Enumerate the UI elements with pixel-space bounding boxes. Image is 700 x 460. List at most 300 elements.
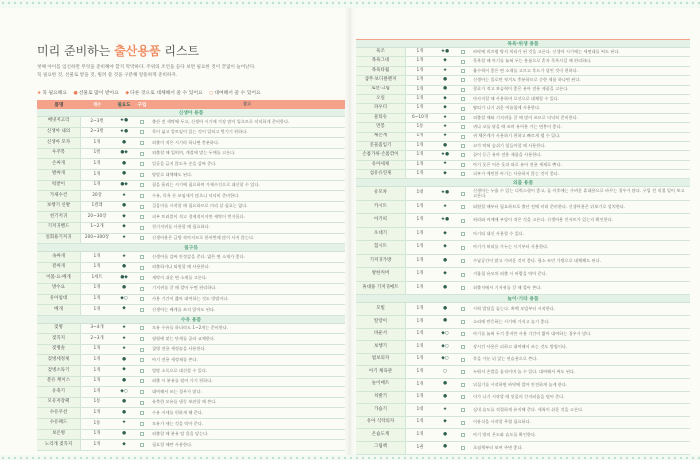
item-priority-marks: ● — [121, 378, 126, 384]
legend-item-rental — [209, 91, 260, 96]
circle-icon: ● — [73, 91, 78, 96]
item-count: 1개 — [416, 133, 424, 139]
item-count: 1통 — [93, 399, 101, 405]
item-tip: 목욕할 때 아기를 눕혀 두는 용품으로 혼자 목욕시킬 때 편리하다. — [473, 58, 592, 64]
item-name: 노리개 젖꼭지 — [37, 440, 81, 450]
checkbox-square-icon — [461, 107, 465, 111]
table-row — [356, 170, 690, 179]
purchase-check-cell — [456, 329, 470, 341]
legend-label: 꼭 필요해요 — [42, 91, 68, 96]
item-name: 수유패드 — [37, 419, 81, 429]
item-priority-marks: ◆ — [443, 105, 447, 111]
section-title: 침구류 — [184, 246, 198, 252]
checkbox-square-icon — [461, 358, 465, 362]
checkbox-square-icon — [461, 163, 465, 167]
item-priority-marks: ★ — [121, 346, 127, 352]
diamond-icon: ◆ — [125, 91, 130, 96]
item-count: 20~30장 — [87, 213, 107, 219]
purchase-check-cell — [456, 201, 470, 214]
item-count: 1개 — [93, 296, 101, 302]
table-row — [37, 345, 345, 356]
table-row — [356, 67, 690, 76]
purchase-check-cell — [135, 408, 149, 418]
item-priority-marks: ◆ — [443, 58, 447, 64]
table-row — [37, 159, 345, 170]
item-count: 1개 — [416, 161, 424, 167]
checkbox-square-icon — [140, 390, 144, 394]
table-row — [37, 117, 345, 128]
item-count: 1개 — [93, 253, 101, 259]
header-count: 개수 — [92, 102, 102, 108]
item-priority-marks: ● — [121, 409, 126, 415]
item-name: 배냇저고리 — [37, 117, 81, 127]
item-tip: 외출하거나 퇴원할 때 사용한다. — [152, 264, 210, 270]
table-row — [356, 303, 690, 316]
purchase-check-cell — [456, 57, 470, 65]
item-count: 1개 — [93, 431, 101, 437]
item-name: 체온계 — [356, 133, 406, 141]
item-name: 목욕타월 — [356, 67, 406, 75]
checkbox-square-icon — [140, 226, 144, 230]
item-count: 1개 — [93, 441, 101, 447]
item-count: 1개 — [416, 142, 424, 148]
header-priority: 필요도 — [117, 102, 131, 108]
item-count: 1개 — [416, 356, 424, 362]
item-priority-marks: ◆ — [443, 244, 447, 250]
item-tip: 출산 전 세탁해 두고, 신생아 시기에 가장 많이 입으므로 넉넉하게 준비한다. — [152, 118, 290, 124]
section-row — [356, 40, 690, 48]
checkbox-square-icon — [140, 173, 144, 177]
checkbox-square-icon — [140, 401, 144, 405]
item-count: 1개 — [416, 86, 424, 92]
item-tip: 끝이 둥근 유아 전용 제품을 사용한다. — [473, 152, 542, 158]
checkbox-square-icon — [140, 379, 144, 383]
checkbox-square-icon — [140, 194, 144, 198]
item-tip: 걸음마를 시작할 때 필요하므로 미리 살 필요는 없다. — [152, 203, 248, 209]
checkbox-square-icon — [140, 358, 144, 362]
purchase-check-cell — [135, 212, 149, 222]
item-tip: 수유, 목욕 등 쓰임새가 많으니 넉넉히 준비한다. — [152, 192, 240, 198]
item-priority-marks: ★● — [440, 48, 450, 54]
item-count: 1개 — [93, 378, 101, 384]
checkbox-square-icon — [140, 326, 144, 330]
item-tip: 세탁이 쉬운 면 소재를 고른다. — [152, 274, 208, 280]
item-name: 신생아 모자 — [37, 138, 81, 148]
checkbox-square-icon — [461, 135, 465, 139]
table-row — [356, 442, 690, 455]
checkbox-square-icon — [461, 408, 465, 412]
item-priority-marks: ★● — [440, 152, 450, 158]
table-row — [356, 187, 690, 201]
item-tip: 수유 자세를 편하게 해 준다. — [152, 409, 204, 415]
item-priority-marks: ★ — [442, 67, 448, 73]
item-name: 섬유유연제 — [356, 170, 406, 178]
section-row — [37, 316, 345, 324]
purchase-check-cell — [456, 104, 470, 112]
table-row — [356, 417, 690, 430]
purchase-check-cell — [135, 430, 149, 440]
checkbox-square-icon — [140, 266, 144, 270]
item-count: 1벌 — [93, 150, 101, 156]
item-name: 아기 체육관 — [356, 366, 406, 378]
intro-paragraph — [37, 64, 342, 79]
table-row — [37, 305, 345, 316]
table-row — [37, 355, 345, 366]
item-count: 1개 — [93, 285, 101, 291]
item-tip: 수납공간이 많고 가벼운 것이 좋다. 평소 쓰던 가방으로 대체해도 된다. — [473, 257, 601, 263]
table-row — [37, 440, 345, 451]
purchase-check-cell — [456, 316, 470, 328]
table-row — [37, 430, 345, 441]
item-count: 1개 — [93, 264, 101, 270]
table-row — [356, 142, 690, 151]
purchase-check-cell — [135, 159, 149, 169]
item-name: 수유쿠션 — [37, 408, 81, 418]
item-tip: 바닥에 미끄럼 방지 처리가 된 것을 고른다. 신생아 시기에는 세면대를 써도 된다. — [473, 48, 620, 54]
item-name: 카시트 — [356, 201, 406, 214]
table-row — [37, 295, 345, 306]
item-priority-marks: ●◆ — [120, 150, 128, 156]
item-count: 2~3개 — [90, 335, 104, 341]
item-name: 보행기 — [356, 341, 406, 353]
purchase-check-cell — [135, 181, 149, 191]
item-priority-marks: ★● — [119, 118, 129, 124]
item-priority-marks: ● — [121, 160, 126, 166]
legend-label: 선물로 많이 받아요 — [78, 91, 119, 96]
checkbox-square-icon — [461, 69, 465, 73]
item-name: 힙시트 — [356, 241, 406, 254]
item-tip: 사용 기간이 짧아 대여하는 것도 방법이다. — [152, 296, 229, 302]
item-count: 1개 — [93, 171, 101, 177]
item-name: 보행기 신발 — [37, 202, 81, 212]
item-priority-marks: ◆○ — [441, 331, 449, 337]
checkbox-square-icon — [140, 255, 144, 259]
table-row — [37, 191, 345, 202]
item-priority-marks: ★ — [121, 420, 127, 426]
purchase-check-cell — [456, 228, 470, 241]
purchase-check-cell — [135, 117, 149, 127]
table-row — [356, 104, 690, 113]
item-count: 1개 — [93, 182, 101, 188]
item-count: 1개 — [416, 431, 424, 437]
table-row — [356, 228, 690, 242]
item-priority-marks: ● — [442, 142, 447, 148]
table-row — [37, 138, 345, 149]
item-name: 유아침대 — [37, 295, 81, 305]
item-name: 모빌 — [356, 303, 406, 315]
item-priority-marks: ● — [121, 264, 126, 270]
table-row — [37, 170, 345, 181]
purchase-check-cell — [456, 123, 470, 131]
item-tip: 월령에 맞는 단계를 골라 교체한다. — [152, 335, 216, 341]
item-name: 보온병 — [37, 430, 81, 440]
purchase-check-cell — [135, 295, 149, 305]
item-priority-marks: ● — [442, 444, 447, 450]
item-name: 유아세제 — [356, 161, 406, 169]
table-row — [356, 341, 690, 354]
item-tip: 아기 방의 온도와 습도를 확인한다. — [473, 431, 537, 437]
table-row — [356, 329, 690, 342]
purchase-check-cell — [456, 187, 470, 200]
item-count: 1개 — [416, 271, 424, 277]
item-priority-marks: ★ — [121, 234, 127, 240]
item-tip: 신생아는 물로만 씻겨도 충분하므로 순한 제품 하나면 된다. — [473, 77, 581, 83]
item-count: 1통 — [93, 420, 101, 426]
item-priority-marks: ★● — [119, 128, 129, 134]
item-count: 1대 — [416, 190, 424, 196]
item-name: 유모차 — [356, 187, 406, 200]
item-priority-marks: ◆○ — [441, 343, 449, 349]
purchase-check-cell — [135, 128, 149, 138]
checkbox-square-icon — [140, 369, 144, 373]
checkbox-square-icon — [140, 348, 144, 352]
checkbox-square-icon — [140, 308, 144, 312]
item-tip: 겨울철 유모차 외출 시 바람을 막아 준다. — [473, 271, 548, 277]
table-row — [356, 95, 690, 104]
purchase-check-cell — [135, 440, 149, 450]
open-circle-icon: ○ — [209, 91, 214, 96]
purchase-check-cell — [135, 170, 149, 180]
checkbox-square-icon — [461, 116, 465, 120]
checkbox-square-icon — [140, 443, 144, 447]
checkbox-square-icon — [140, 432, 144, 436]
checkbox-square-icon — [140, 337, 144, 341]
item-name: 치발기 — [356, 392, 406, 404]
table-row — [37, 223, 345, 234]
item-name: 발싸개 — [37, 170, 81, 180]
table-row — [37, 398, 345, 409]
item-tip: 아기 전용 세정제를 쓴다. — [152, 357, 198, 362]
checkbox-square-icon — [461, 50, 465, 54]
item-tip: 아기 옷은 어른 옷과 따로 유아 전용 세제로 빤다. — [473, 161, 562, 167]
item-tip: 피부 트러블이 적고 경제적이지만 세탁이 번거롭다. — [152, 213, 245, 219]
checkbox-square-icon — [461, 332, 465, 336]
item-tip: 신생아용은 금방 작아지므로 한꺼번에 많이 사지 않는다. — [152, 235, 255, 241]
checkbox-square-icon — [461, 421, 465, 425]
item-tip: 뒤집기를 시작하면 바닥에 깔아 안전하게 놀게 한다. — [473, 381, 568, 387]
item-count: 1개 — [93, 160, 101, 166]
checkbox-square-icon — [461, 219, 465, 223]
item-name: 놀이매트 — [356, 379, 406, 391]
item-name: 로션·크림 — [356, 86, 406, 94]
item-tip: 소리에 반응하는 시기에 가지고 놀기 좋다. — [473, 318, 550, 324]
checkbox-square-icon — [461, 153, 465, 157]
table-row — [37, 387, 345, 398]
item-priority-marks: ○ — [442, 368, 447, 374]
item-tip: 모유가 새는 것을 막아 준다. — [152, 420, 204, 426]
item-tip: 신생아는 누울 수 있는 디럭스형이 좋고, 돌 이후에는 가벼운 휴대용으로 바꾸는 경우가 많다. 구입 전 직접 밀어 보고 고른다. — [473, 188, 685, 198]
item-priority-marks: ★ — [442, 406, 448, 412]
item-name: 물티슈 — [356, 114, 406, 122]
purchase-check-cell — [135, 419, 149, 429]
item-priority-marks: ● — [121, 431, 126, 437]
item-priority-marks: ● — [442, 86, 447, 92]
item-priority-marks: ◆ — [122, 367, 126, 373]
item-name: 범보의자 — [356, 354, 406, 366]
item-count: 1개 — [416, 381, 424, 387]
purchase-check-cell — [135, 324, 149, 334]
item-priority-marks: ◆ — [443, 95, 447, 101]
bottom-dot-border — [0, 455, 700, 460]
item-count: 1세트 — [91, 274, 103, 280]
table-row — [37, 234, 345, 245]
table-row — [356, 392, 690, 405]
purchase-check-cell — [135, 191, 149, 201]
item-tip: 실내 습도를 적절하게 유지해 준다. 세척이 쉬운 것을 고른다. — [473, 406, 584, 412]
left-checklist-table — [37, 100, 345, 451]
legend-label: 다른 것으로 대체해서 쓸 수 있어요 — [130, 91, 203, 96]
table-row — [356, 354, 690, 367]
section-title: 수유 용품 — [180, 317, 202, 323]
item-priority-marks: ◆○ — [441, 356, 449, 362]
item-name: 신생아 내의 — [37, 128, 81, 138]
item-count: 1권 — [416, 444, 424, 450]
purchase-check-cell — [456, 86, 470, 94]
table-row — [356, 86, 690, 95]
purchase-check-cell — [135, 398, 149, 408]
checkbox-square-icon — [461, 88, 465, 92]
table-row — [37, 263, 345, 274]
checkbox-square-icon — [140, 236, 144, 240]
item-tip: 외출할 때와 기저귀를 갈 때 많이 쓰므로 넉넉히 준비한다. — [473, 114, 579, 120]
item-priority-marks: ● — [442, 381, 447, 387]
checkbox-square-icon — [140, 411, 144, 415]
purchase-check-cell — [456, 282, 470, 295]
checkbox-square-icon — [140, 215, 144, 219]
item-name: 샴푸·보디클렌저 — [356, 76, 406, 84]
section-row — [37, 244, 345, 252]
item-name: 손싸개 — [37, 159, 81, 169]
table-row — [356, 255, 690, 269]
header-name: 품명 — [54, 103, 64, 108]
item-tip: 땀띠가 나기 쉬운 여름철에 사용한다. — [473, 105, 541, 111]
item-count: 1개 — [416, 48, 424, 54]
legend-item-substitute — [125, 91, 202, 96]
item-tip: 향료가 적고 보습력이 좋은 유아 전용 제품을 고른다. — [473, 86, 569, 92]
table-row — [356, 282, 690, 296]
item-tip: 대여해서 쓰는 경우가 많다. — [152, 388, 202, 394]
item-count: 2~3벌 — [90, 118, 104, 124]
legend-item-essential — [37, 91, 67, 96]
table-row — [356, 76, 690, 85]
item-count: 1켤레 — [91, 203, 103, 209]
item-tip: 초점책부터 보여 주면 좋다. — [473, 444, 523, 450]
item-count: 1개 — [416, 419, 424, 425]
purchase-check-cell — [135, 284, 149, 294]
checkbox-square-icon — [461, 246, 465, 250]
checkbox-square-icon — [461, 383, 465, 387]
table-row — [356, 214, 690, 228]
item-priority-marks: ● — [442, 318, 447, 324]
item-count: 1개 — [416, 67, 424, 73]
item-tip: 시력 발달을 돕는다. 흑백 모빌부터 시작한다. — [473, 306, 556, 311]
purchase-check-cell — [456, 142, 470, 150]
purchase-check-cell — [135, 366, 149, 376]
item-priority-marks: ● — [442, 431, 447, 437]
item-count: 1개 — [93, 367, 101, 373]
table-row — [37, 149, 345, 160]
item-count: 1개 — [93, 306, 101, 312]
item-name: 딸랑이 — [356, 316, 406, 328]
table-row — [37, 366, 345, 377]
item-priority-marks: ● — [442, 394, 447, 400]
item-count: 200~300장 — [84, 235, 110, 241]
item-count: 1개 — [416, 152, 424, 158]
item-name: 방한커버 — [356, 268, 406, 281]
item-priority-marks: ★● — [440, 217, 450, 223]
checkbox-square-icon — [461, 125, 465, 129]
purchase-check-cell — [456, 67, 470, 75]
item-tip: 귀나 코를 닦을 때 쓰며 유아용 가는 면봉이 좋다. — [473, 124, 562, 130]
item-tip: 유축한 모유를 냉동 보관할 때 쓴다. — [152, 399, 217, 405]
item-priority-marks: ★ — [121, 253, 127, 259]
table-row — [356, 114, 690, 123]
item-name: 우주복 — [37, 149, 81, 159]
item-count: 1개 — [416, 95, 424, 101]
checkbox-square-icon — [461, 97, 465, 101]
checkbox-square-icon — [140, 120, 144, 124]
checkbox-square-icon — [461, 192, 465, 196]
item-name: 턱받이 — [37, 181, 81, 191]
item-count: 1개 — [416, 217, 424, 223]
checkbox-square-icon — [140, 152, 144, 156]
item-tip: 모유 수유를 하더라도 1~2개는 준비한다. — [152, 325, 229, 331]
table-row — [356, 241, 690, 255]
purchase-check-cell — [456, 268, 470, 281]
item-name: 기저귀밴드 — [37, 223, 81, 233]
star-icon: ★ — [37, 91, 42, 96]
title-suffix: 리스트 — [160, 44, 200, 58]
section-title: 신생아 용품 — [178, 111, 204, 116]
item-priority-marks: ● — [442, 284, 447, 290]
item-count: 1개 — [93, 388, 101, 394]
item-name: 욕조 — [356, 48, 406, 56]
checkbox-square-icon — [461, 307, 465, 311]
table-row — [356, 151, 690, 160]
checkbox-square-icon — [461, 232, 465, 236]
item-tip: 침을 흘리는 시기에 필요하며 가제수건으로 대신할 수 있다. — [152, 182, 260, 188]
purchase-check-cell — [456, 417, 470, 429]
item-priority-marks: ◆ — [443, 230, 447, 236]
item-tip: 기저귀를 갈 때 깔아 두면 편리하다. — [152, 285, 217, 291]
item-count: 1개 — [93, 409, 101, 415]
item-name: 유축기 — [37, 387, 81, 397]
item-tip: 귀 체온계가 사용하기 편하고 빠르게 잴 수 있다. — [473, 133, 561, 139]
item-name: 유아 식탁의자 — [356, 417, 406, 429]
item-priority-marks: ★ — [121, 192, 127, 198]
item-priority-marks: ● — [121, 285, 126, 291]
right-table-body — [356, 40, 690, 455]
purchase-check-cell — [456, 114, 470, 122]
table-row — [37, 128, 345, 139]
purchase-check-cell — [456, 404, 470, 416]
item-tip: 목을 가눈 뒤 앉는 연습용으로 쓴다. — [473, 356, 538, 362]
purchase-check-cell — [456, 133, 470, 141]
checkbox-square-icon — [140, 141, 144, 145]
legend — [37, 89, 345, 96]
purchase-check-cell — [135, 138, 149, 148]
item-priority-marks: ● — [121, 203, 126, 209]
item-count: 1개 — [416, 171, 424, 177]
item-name: 젖꼭지 — [37, 334, 81, 344]
section-row — [37, 109, 345, 117]
item-count: 3~4개 — [90, 325, 104, 331]
item-count: 1개 — [416, 105, 424, 111]
item-priority-marks: ★ — [121, 335, 127, 341]
item-priority-marks: ◆ — [443, 170, 447, 176]
item-priority-marks: ★ — [442, 123, 448, 129]
table-row — [37, 419, 345, 430]
